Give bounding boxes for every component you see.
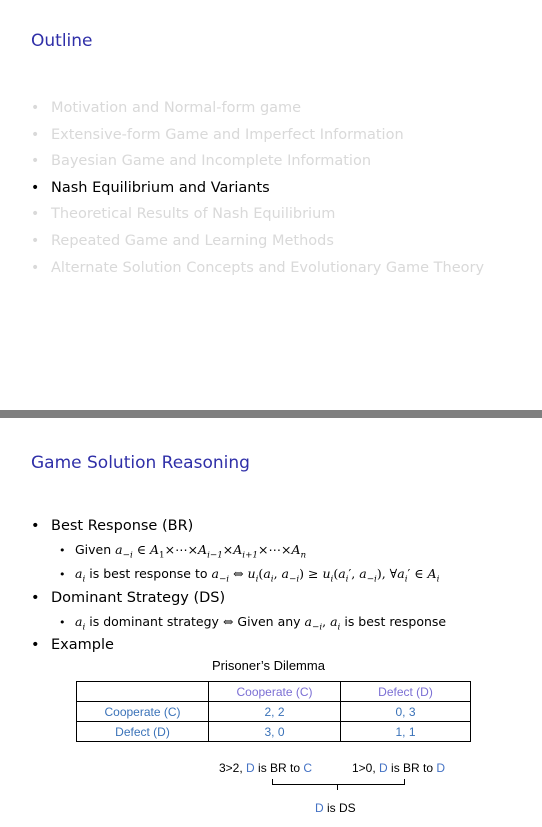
reasoning-slide (0, 418, 542, 827)
outline-list (31, 97, 484, 283)
outline-item: • Motivation and Normal-form game (31, 100, 302, 116)
column-header: Defect (D) (341, 682, 471, 702)
reasoning-title: Game Solution Reasoning (31, 453, 250, 473)
slide-divider (0, 410, 542, 418)
outline-item-current: • Nash Equilibrium and Variants (31, 179, 270, 196)
example-heading: • Example (31, 637, 114, 653)
br-note-cooperate: 3>2, D is BR to C (219, 761, 313, 775)
payoff-cell: 0, 3 (341, 702, 471, 722)
table-header-row (77, 682, 471, 702)
payoff-cell: 1, 1 (341, 722, 471, 742)
outline-item: • Alternate Solution Concepts and Evolutionary Game Theory (31, 259, 485, 276)
payoff-table (76, 681, 471, 742)
br-definition-line: • $a_i$ is best response to $a_{-i}$ ⇔ $u_i(a_i$, $a_{-i}) \ge u_i(a_i'$, $a_{-i}$), $\forall a_i'$ ∈ $A_i$ (59, 566, 440, 585)
column-header: Cooperate (C) (209, 682, 341, 702)
row-header: Defect (D) (77, 722, 209, 742)
row-header: Cooperate (C) (77, 702, 209, 722)
outline-item: • Theoretical Results of Nash Equilibrium (31, 206, 336, 223)
ds-heading: • Dominant Strategy (DS) (31, 590, 226, 606)
table-row (77, 722, 471, 742)
payoff-cell: 2, 2 (209, 702, 341, 722)
br-note-defect: 1>0, D is BR to D (352, 761, 446, 775)
br-given-line: • Given $a_{-i}$ ∈ $A_1\times\cdots\times A_{i-1}\times A_{i+1}\times\cdots\times A_n$ (59, 542, 307, 561)
ds-conclusion: D is DS (315, 801, 356, 815)
table-row (77, 702, 471, 722)
table-corner-cell (77, 682, 209, 702)
outline-slide (0, 0, 542, 410)
outline-item: • Bayesian Game and Incomplete Information (31, 153, 372, 170)
outline-title: Outline (31, 31, 93, 51)
outline-item: • Extensive-form Game and Imperfect Information (31, 126, 404, 143)
table-caption: Prisoner’s Dilemma (212, 658, 325, 673)
outline-item: • Repeated Game and Learning Methods (31, 232, 334, 249)
ds-definition-line: • $a_i$ is dominant strategy ⇔ Given any $a_{-i}$, $a_i$ is best response (59, 614, 447, 633)
payoff-cell: 3, 0 (209, 722, 341, 742)
br-heading: • Best Response (BR) (31, 518, 194, 534)
bracket (272, 779, 405, 785)
bracket-tick (337, 785, 338, 790)
